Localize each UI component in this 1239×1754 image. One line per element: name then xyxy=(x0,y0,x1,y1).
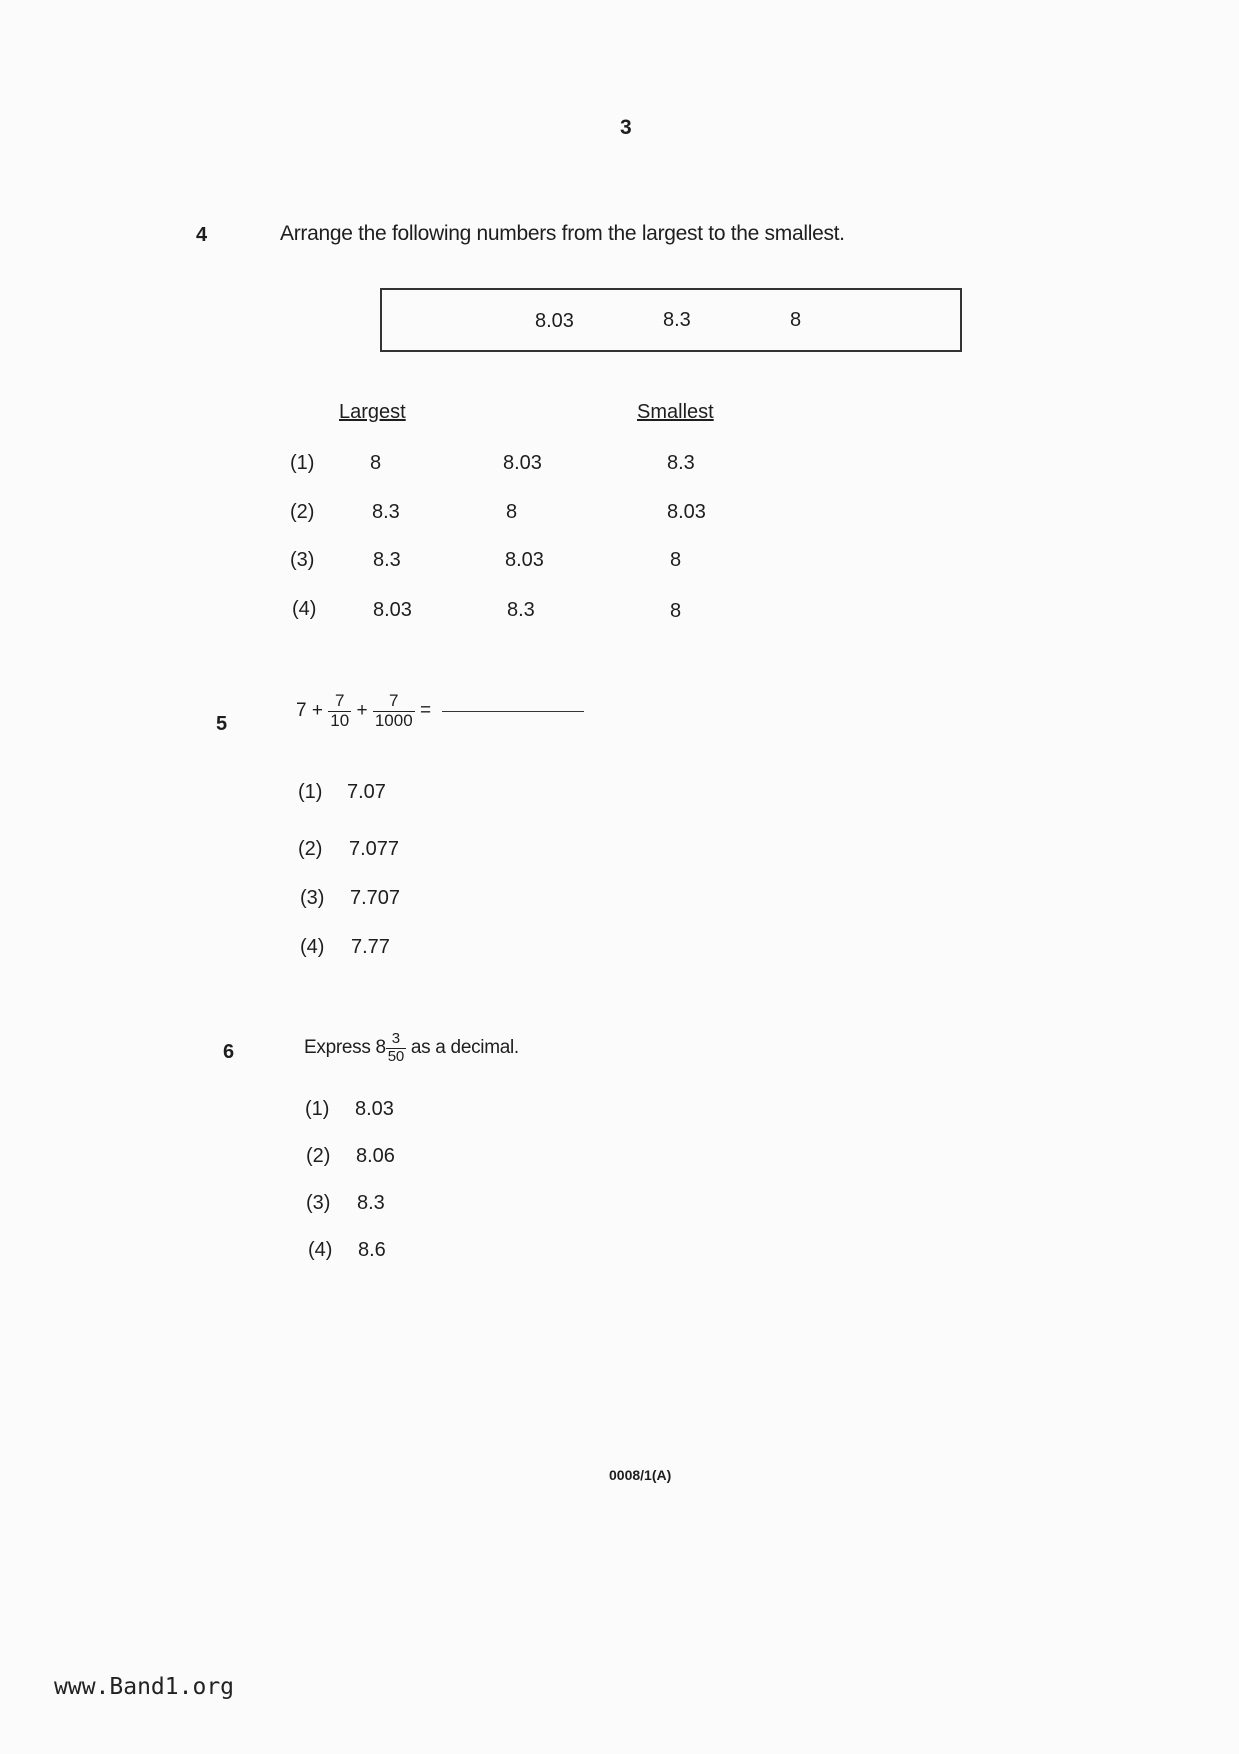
q6-option-label[interactable]: (3) xyxy=(306,1192,331,1214)
q5-number: 5 xyxy=(216,713,228,735)
q6-text-before: Express 8 xyxy=(304,1037,386,1059)
q4-option-label[interactable]: (1) xyxy=(290,452,315,474)
q6-option-value: 8.06 xyxy=(356,1145,395,1167)
q5-option-label[interactable]: (3) xyxy=(300,887,325,909)
q4-option-label[interactable]: (3) xyxy=(290,549,315,571)
q5-option-label[interactable]: (4) xyxy=(300,936,325,958)
q5-option-value: 7.077 xyxy=(349,838,400,860)
q4-option-label[interactable]: (2) xyxy=(290,501,315,523)
q5-option-label[interactable]: (1) xyxy=(298,781,323,803)
q4-option-value: 8 xyxy=(370,452,382,474)
q6-number: 6 xyxy=(223,1041,235,1063)
page-number: 3 xyxy=(620,116,632,139)
q6-text xyxy=(304,1031,519,1065)
q4-number: 4 xyxy=(196,224,208,246)
q4-option-label[interactable]: (4) xyxy=(292,598,317,620)
q4-option-value: 8.03 xyxy=(505,549,544,571)
q5-option-label[interactable]: (2) xyxy=(298,838,323,860)
q6-option-label[interactable]: (4) xyxy=(308,1239,333,1261)
q5-answer-blank xyxy=(442,711,584,712)
q4-smallest-label: Smallest xyxy=(637,401,714,423)
q6-frac-num: 3 xyxy=(386,1031,406,1049)
q5-expression xyxy=(296,692,584,730)
q4-option-value: 8 xyxy=(670,549,682,571)
q5-lead: 7 + xyxy=(296,700,323,722)
q6-option-value: 8.6 xyxy=(358,1239,386,1261)
q5-option-value: 7.07 xyxy=(347,781,386,803)
q4-option-value: 8.3 xyxy=(667,452,695,474)
q4-option-value: 8.3 xyxy=(373,549,401,571)
q5-equals: = xyxy=(419,700,432,722)
q4-option-value: 8.3 xyxy=(507,599,535,621)
q5-fraction-2 xyxy=(373,692,415,730)
q6-text-after: as a decimal. xyxy=(410,1037,519,1059)
q4-option-value: 8.3 xyxy=(372,501,400,523)
footer-code: 0008/1(A) xyxy=(609,1467,672,1483)
q5-frac1-den: 10 xyxy=(330,710,350,730)
q4-option-value: 8.03 xyxy=(667,501,706,523)
q5-option-value: 7.707 xyxy=(350,887,401,909)
q5-plus: + xyxy=(356,700,368,722)
q4-largest-label: Largest xyxy=(339,401,406,423)
q4-option-value: 8 xyxy=(506,501,518,523)
q4-option-value: 8 xyxy=(670,600,682,622)
q6-option-value: 8.3 xyxy=(357,1192,385,1214)
q4-option-value: 8.03 xyxy=(373,599,412,621)
q5-option-value: 7.77 xyxy=(351,936,390,958)
q6-option-label[interactable]: (2) xyxy=(306,1145,331,1167)
q5-frac1-num: 7 xyxy=(328,692,351,712)
q6-option-label[interactable]: (1) xyxy=(305,1098,330,1120)
q5-frac2-den: 1000 xyxy=(374,710,413,730)
q5-frac2-num: 7 xyxy=(373,692,415,712)
q4-option-value: 8.03 xyxy=(503,452,542,474)
q6-frac-den: 50 xyxy=(387,1047,404,1065)
q6-fraction xyxy=(386,1031,406,1065)
q5-fraction-1 xyxy=(328,692,351,730)
q4-text: Arrange the following numbers from the largest to the smallest. xyxy=(280,222,845,245)
q4-box-number: 8.3 xyxy=(663,309,691,331)
q4-box-number: 8.03 xyxy=(535,310,574,332)
q4-box-number: 8 xyxy=(790,309,802,331)
footer-url[interactable]: www.Band1.org xyxy=(54,1674,235,1700)
q6-option-value: 8.03 xyxy=(355,1098,394,1120)
